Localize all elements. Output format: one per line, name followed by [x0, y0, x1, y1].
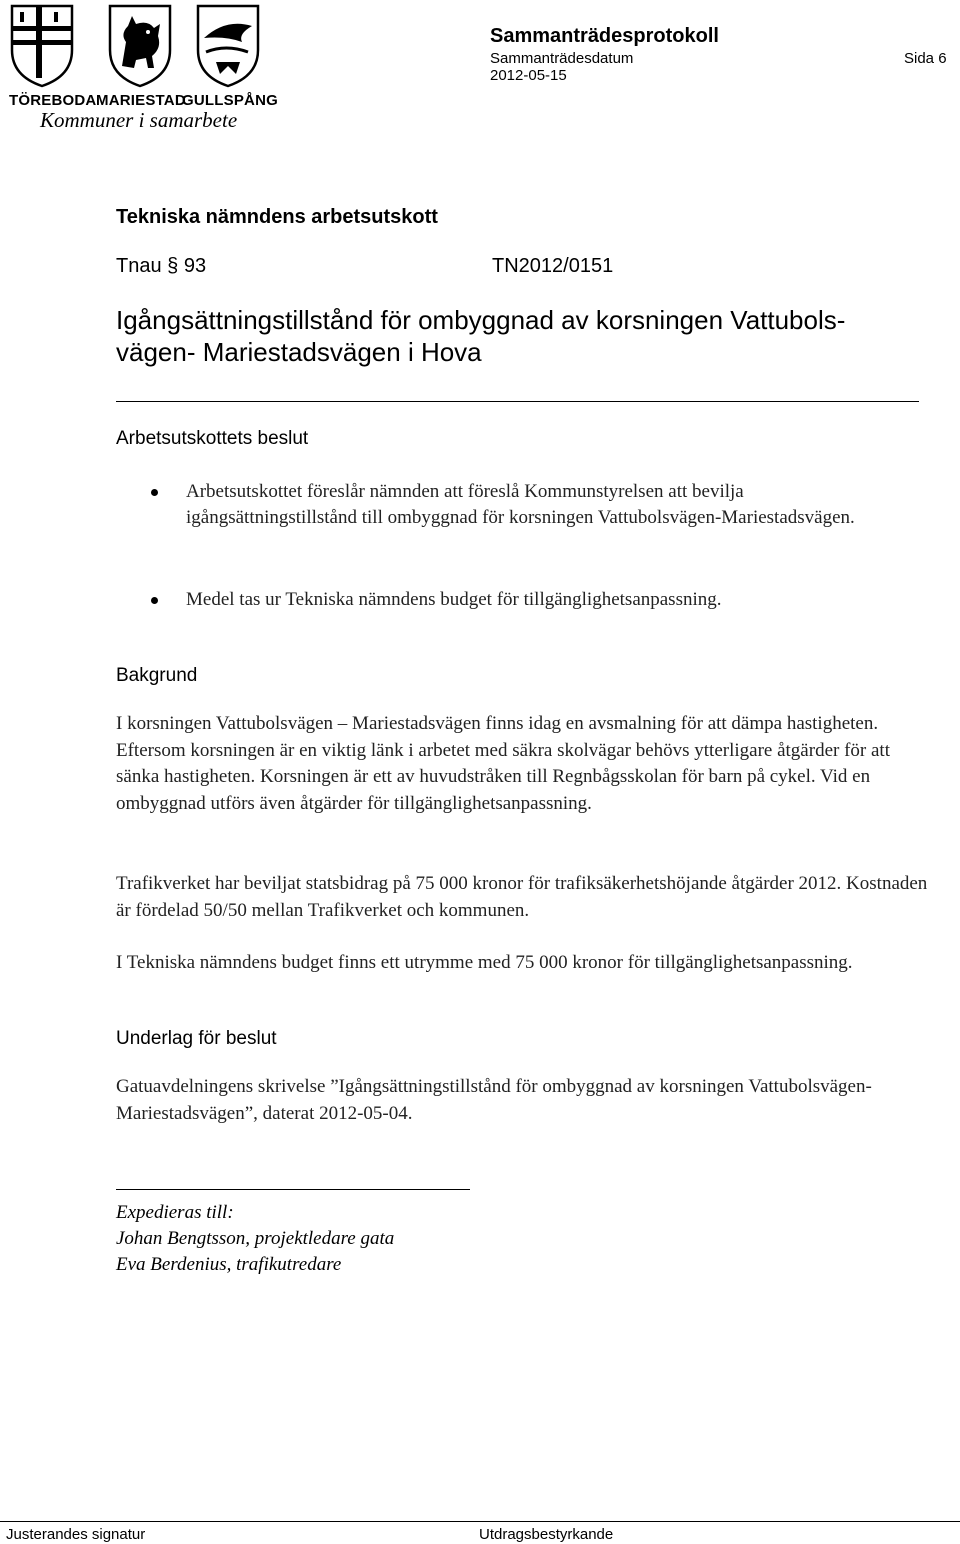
bullet-icon	[151, 489, 158, 496]
basis-text: Gatuavdelningens skrivelse ”Igångsättningstillstånd för ombyggnad av korsningen Vattubolsvägen-Mariestadsvägen”, daterat 2012-05-04.	[116, 1076, 872, 1124]
motto: Kommuner i samarbete	[40, 108, 238, 132]
gullspang-crest	[196, 4, 260, 88]
decision-heading: Arbetsutskottets beslut	[116, 428, 309, 449]
background-paragraph: I Tekniska nämndens budget finns ett utrymme med 75 000 kronor för tillgänglighetsanpassning.	[116, 952, 853, 973]
footer-signature-label: Justerandes signatur	[6, 1526, 146, 1543]
meeting-date: 2012-05-15	[490, 67, 567, 84]
document-title: Sammanträdesprotokoll	[490, 25, 719, 47]
mariestad-crest	[108, 4, 172, 88]
committee-heading: Tekniska nämndens arbetsutskott	[116, 206, 438, 228]
municipality-name-mariestad: MARIESTAD	[96, 92, 186, 109]
distribution-list	[116, 1200, 394, 1278]
paragraph-number: Tnau § 93	[116, 255, 207, 277]
footer-extract-label: Utdragsbestyrkande	[479, 1526, 614, 1543]
background-heading: Bakgrund	[116, 665, 198, 686]
meeting-date-label: Sammanträdesdatum	[490, 50, 634, 67]
signature-divider	[116, 1189, 470, 1190]
municipality-name-gullspang: GULLSPÅNG	[182, 92, 278, 109]
case-number: TN2012/0151	[492, 255, 614, 277]
background-paragraph: I korsningen Vattubolsvägen – Mariestadsvägen finns idag en avsmalning för att dämpa hastigheten. Eftersom korsningen är en viktig länk i arbetet med säkra skolvägar behövs ytterligare åtgärder för att sänka hastigheten. Korsningen är ett av huvudstråken till Regnbågsskolan för barn på cykel. Vid en ombyggnad utförs även åtgärder för tillgänglighetsanpassning.	[116, 713, 890, 814]
bullet-icon	[151, 597, 158, 604]
decision-bullet: Medel tas ur Tekniska nämndens budget för tillgänglighetsanpassning.	[186, 589, 722, 610]
footer-divider	[0, 1521, 960, 1522]
page-number: Sida 6	[904, 50, 947, 67]
decision-bullet: Arbetsutskottet föreslår nämnden att föreslå Kommunstyrelsen att bevilja igångsättningstillstånd till ombyggnad för korsningen Vattubolsvägen-Mariestadsvägen.	[186, 481, 855, 528]
title-divider	[116, 401, 919, 402]
municipality-name-toreboda: TÖREBODA	[9, 92, 97, 109]
basis-heading: Underlag för beslut	[116, 1028, 277, 1049]
distribution-recipient: Johan Bengtsson, projektledare gata	[116, 1228, 395, 1249]
toreboda-crest	[10, 4, 74, 88]
background-paragraph: Trafikverket har beviljat statsbidrag på 75 000 kronor för trafiksäkerhetshöjande åtgärder 2012. Kostnaden är fördelad 50/50 mellan Trafikverket och kommunen.	[116, 873, 928, 921]
case-title: Igångsättningstillstånd för ombyggnad av korsningen Vattubols-vägen- Mariestadsvägen i Hova	[116, 305, 846, 367]
distribution-label: Expedieras till:	[116, 1202, 234, 1223]
distribution-recipient: Eva Berdenius, trafikutredare	[116, 1254, 342, 1275]
